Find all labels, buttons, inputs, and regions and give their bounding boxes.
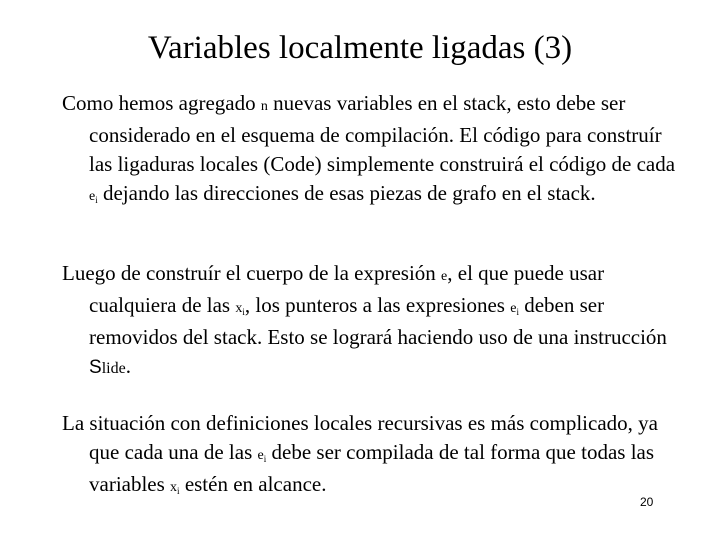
instruction-slide-rest: lide [101, 360, 126, 377]
symbol-x: x [235, 301, 243, 316]
symbol-e: e [89, 189, 96, 204]
instruction-slide-initial: S [89, 357, 102, 378]
symbol-e: e [441, 269, 448, 284]
subscript-i: i [177, 486, 180, 496]
paragraph-recursive-definitions [62, 409, 689, 502]
symbol-n: n [260, 99, 268, 114]
text: Como hemos agregado [62, 91, 261, 115]
text: deben ser removidos del stack. Esto se logrará haciendo uso de una instrucción [89, 293, 667, 349]
page-number: 20 [640, 495, 654, 509]
subscript-i: i [516, 307, 519, 317]
text: Luego de construír el cuerpo de la expresión [62, 261, 442, 285]
text: nuevas variables en el stack, esto debe ser considerado en el esquema de compilación. El código para construír las ligaduras locales (Code) simplemente construirá el código de cada [89, 91, 676, 176]
text: , el que puede usar cualquiera de las [89, 261, 605, 317]
symbol-e: e [257, 448, 264, 463]
paragraph-local-bindings [62, 89, 689, 211]
text: debe ser compilada de tal forma que todas las variables [89, 440, 655, 496]
symbol-x: x [170, 480, 178, 495]
text: . [125, 354, 131, 378]
subscript-i: i [263, 454, 267, 464]
slide-title: Variables localmente ligadas (3) [147, 30, 573, 66]
text: La situación con definiciones locales recursivas es más complicado, ya que cada una de las [62, 411, 658, 464]
symbol-e: e [510, 301, 517, 316]
text: estén en alcance. [179, 472, 327, 496]
text: dejando las direcciones de esas piezas de grafo en el stack. [97, 181, 596, 205]
paragraph-expression-body [62, 259, 689, 383]
subscript-i: i [95, 195, 98, 205]
subscript-i: i [242, 307, 245, 317]
text: , los punteros a las expresiones [244, 293, 511, 317]
